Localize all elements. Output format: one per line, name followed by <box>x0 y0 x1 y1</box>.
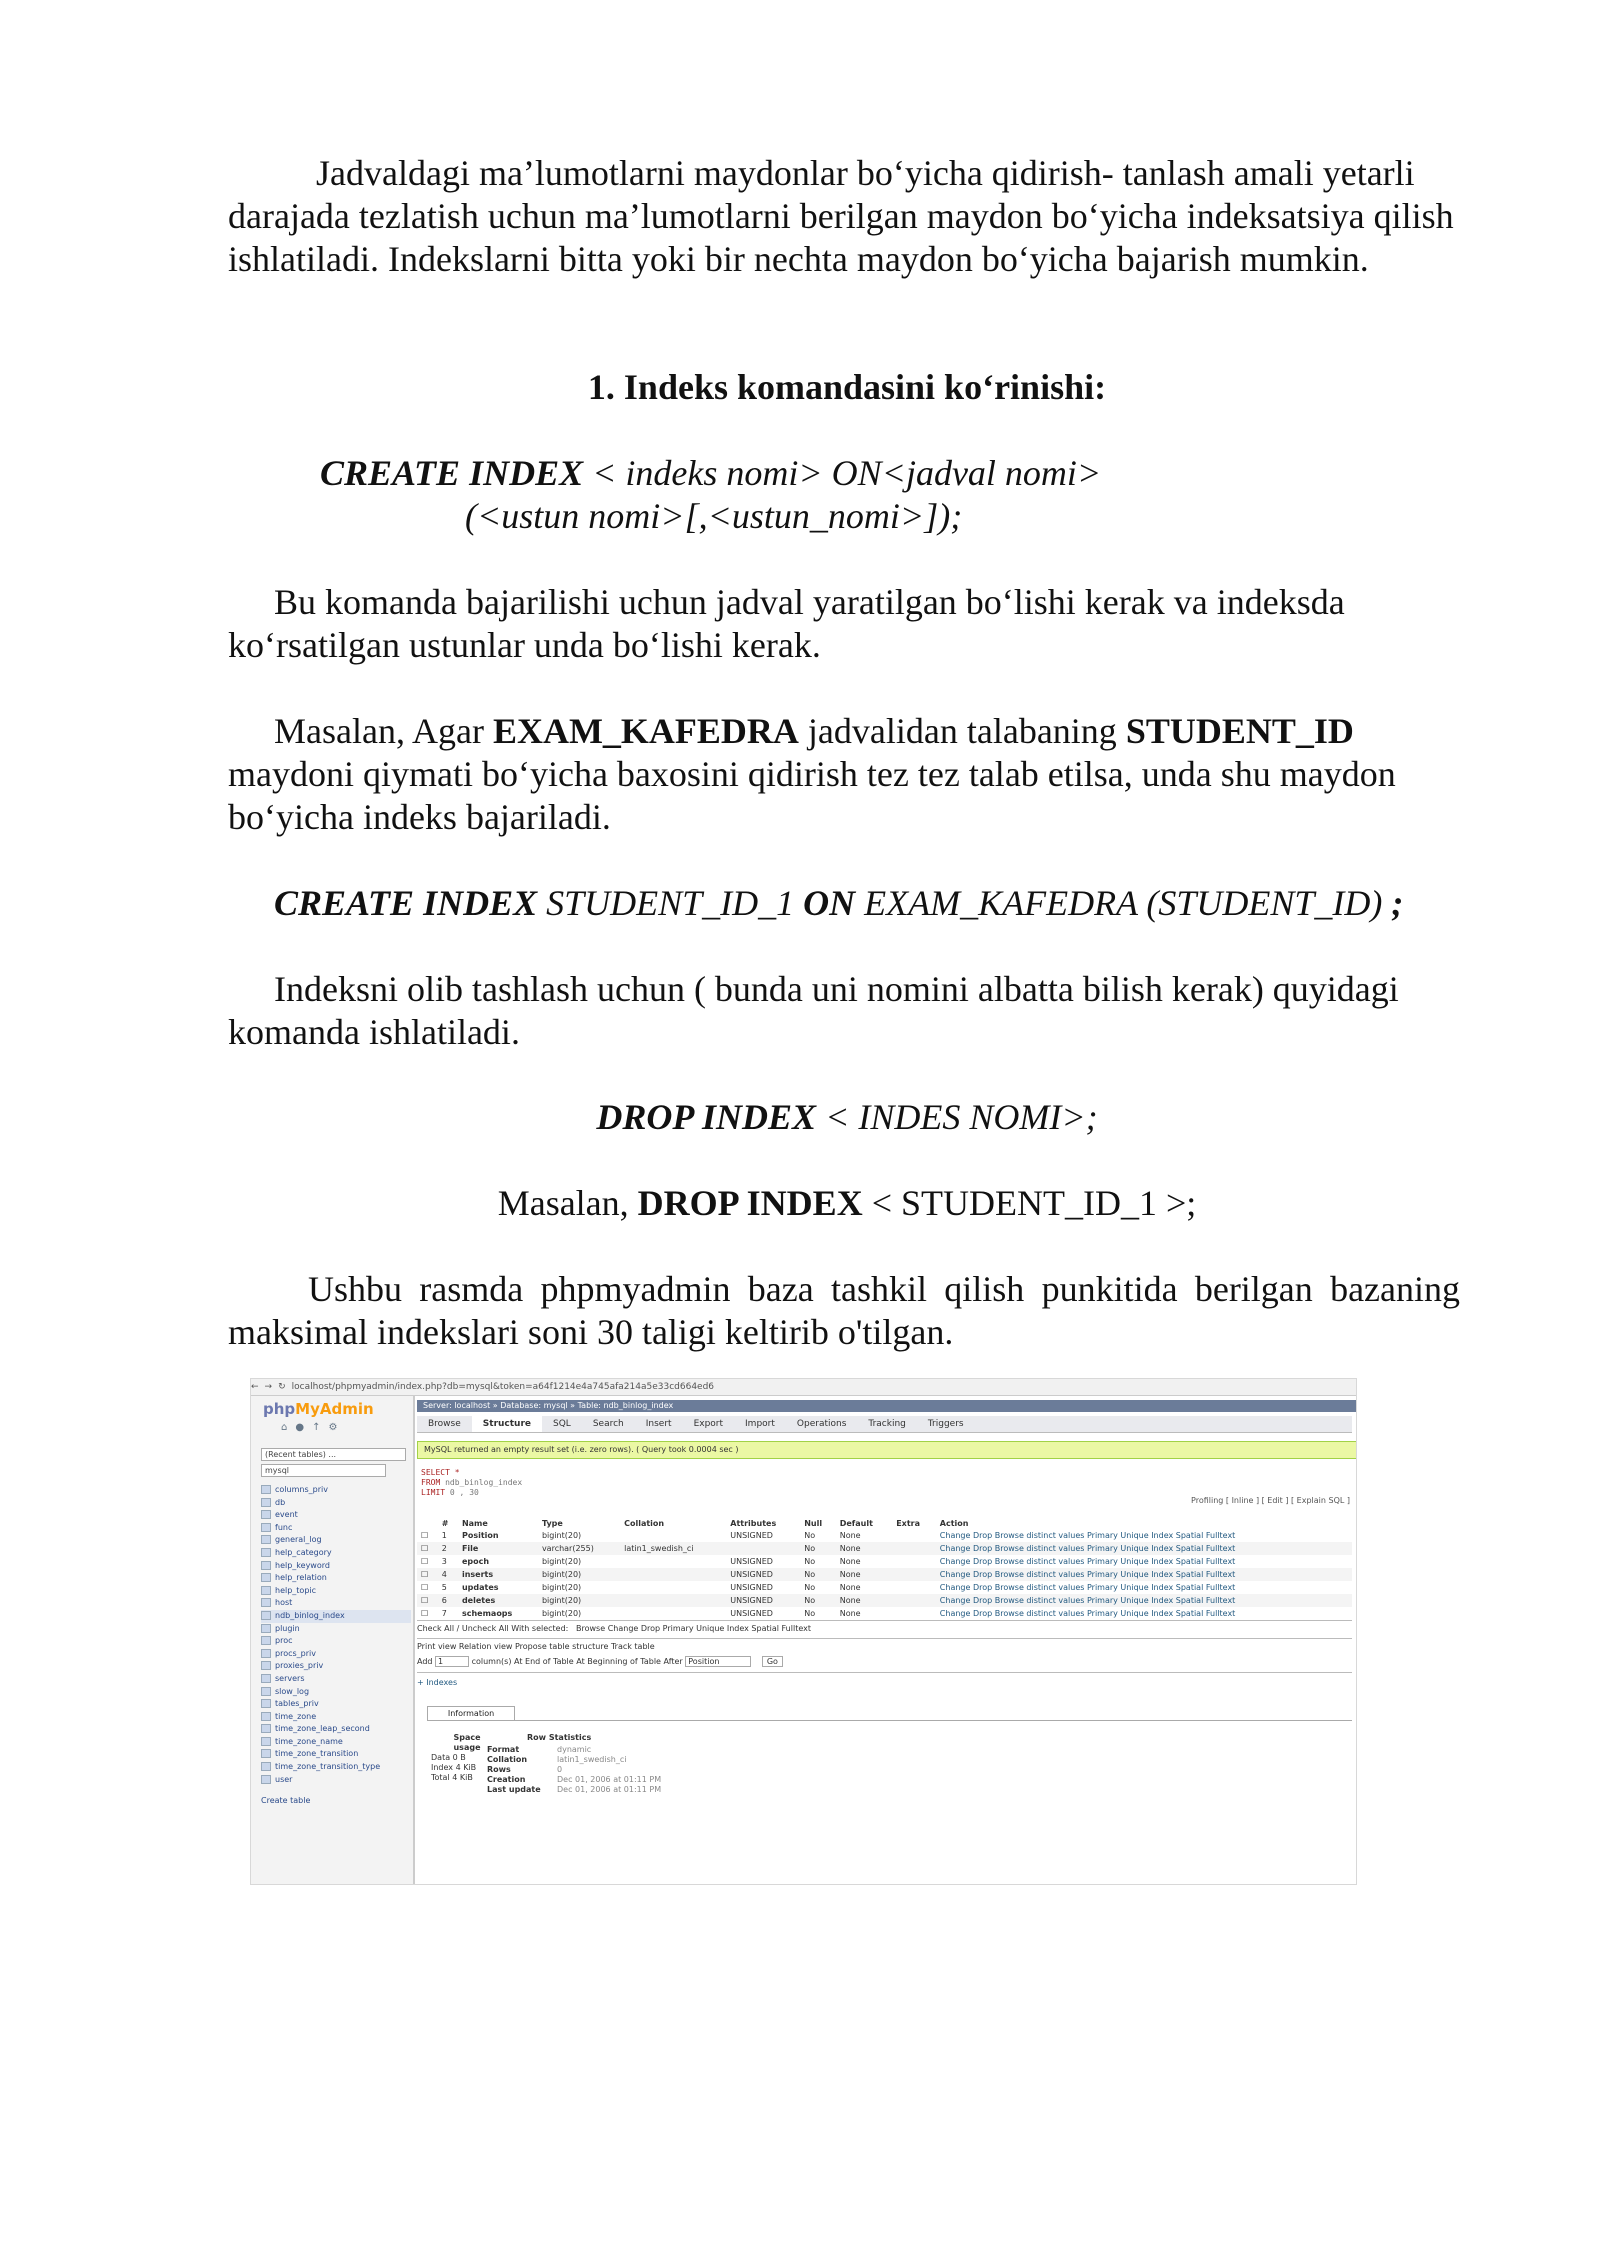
row-statistics-table <box>487 1745 661 1795</box>
nav-table-item[interactable]: ndb_binlog_index <box>261 1610 411 1623</box>
space-usage-row: Data 0 B <box>431 1753 466 1762</box>
nav-table-item[interactable]: help_relation <box>261 1572 411 1585</box>
column-extra <box>892 1581 936 1594</box>
column-extra <box>892 1555 936 1568</box>
column-attributes: UNSIGNED <box>730 1583 773 1592</box>
add-count-input[interactable]: 1 <box>435 1656 469 1667</box>
row-statistics-heading: Row Statistics <box>527 1733 592 1742</box>
sql-select: SELECT * <box>421 1468 460 1477</box>
nav-table-item[interactable]: time_zone_name <box>261 1736 411 1749</box>
column-default: None <box>839 1609 861 1618</box>
table-column: EXAM_KAFEDRA (STUDENT_ID) <box>855 883 1392 923</box>
field-name-student-id: STUDENT_ID <box>1125 711 1354 751</box>
column-attributes: UNSIGNED <box>730 1609 773 1618</box>
space-usage-heading: Space usage <box>453 1733 481 1752</box>
column-header: Type <box>541 1519 563 1528</box>
phpmyadmin-logo[interactable] <box>263 1400 374 1418</box>
reload-icon[interactable]: ↻ <box>278 1382 286 1392</box>
syntax-line-2: (<ustun nomi>[,<ustun_nomi>]); <box>465 496 963 536</box>
nav-table-item[interactable]: help_topic <box>261 1585 411 1598</box>
column-header: Collation <box>624 1519 665 1528</box>
bulk-actions[interactable]: Browse Change Drop Primary Unique Index Spatial Fulltext <box>576 1624 811 1633</box>
column-null: No <box>804 1531 816 1540</box>
logo-php: php <box>263 1400 296 1418</box>
phpmyadmin-screenshot <box>250 1378 1357 1885</box>
nav-table-item[interactable]: plugin <box>261 1623 411 1636</box>
space-usage-table <box>431 1753 476 1783</box>
row-checkbox[interactable]: ☐ <box>421 1583 429 1592</box>
sql-table: ndb_binlog_index <box>445 1478 523 1487</box>
create-index-example <box>274 882 1474 925</box>
nav-table-item[interactable]: host <box>261 1597 411 1610</box>
drop-example-keyword: DROP INDEX <box>637 1183 863 1223</box>
tab-bar <box>417 1416 1352 1433</box>
nav-table-item[interactable]: columns_priv <box>261 1484 411 1497</box>
column-header: Attributes <box>730 1519 777 1528</box>
nav-table-item[interactable]: proc <box>261 1635 411 1648</box>
tab-import[interactable]: Import <box>745 1419 775 1429</box>
column-name: epoch <box>461 1557 490 1566</box>
row-number: 4 <box>438 1568 458 1581</box>
column-null: No <box>800 1594 835 1607</box>
after-column-select[interactable]: Position <box>685 1656 751 1667</box>
example-text-a: Masalan, Agar <box>274 711 493 751</box>
nav-table-item[interactable]: servers <box>261 1673 411 1686</box>
tab-tracking[interactable]: Tracking <box>868 1419 906 1429</box>
syntax-rest: < indeks nomi> ON<jadval nomi> <box>583 453 1102 493</box>
tab-export[interactable]: Export <box>693 1419 724 1429</box>
space-usage-row: Total 4 KiB <box>431 1773 473 1782</box>
row-number: 2 <box>438 1542 458 1555</box>
row-number: 3 <box>441 1557 447 1566</box>
column-extra <box>892 1542 936 1555</box>
column-default: None <box>836 1594 893 1607</box>
column-attributes: UNSIGNED <box>726 1568 800 1581</box>
column-name: inserts <box>458 1568 538 1581</box>
column-collation <box>620 1568 726 1581</box>
column-name: deletes <box>458 1594 538 1607</box>
row-actions[interactable]: Change Drop Browse distinct values Primary Unique Index Spatial Fulltext <box>936 1594 1352 1607</box>
drop-example <box>228 1182 1466 1225</box>
pma-main <box>417 1396 1356 1884</box>
row-checkbox[interactable]: ☐ <box>421 1557 429 1566</box>
column-default: None <box>836 1542 893 1555</box>
row-statistics-row: Rows 0 <box>487 1765 563 1774</box>
column-name: schemaops <box>461 1609 513 1618</box>
column-null: No <box>804 1583 816 1592</box>
nav-table-item[interactable]: db <box>261 1497 411 1510</box>
check-all-link[interactable]: Check All / Uncheck All With selected: <box>417 1624 569 1633</box>
row-actions[interactable]: Change Drop Browse distinct values Primary Unique Index Spatial Fulltext <box>939 1583 1236 1592</box>
information-panel <box>427 1720 1352 1871</box>
row-actions[interactable]: Change Drop Browse distinct values Primary Unique Index Spatial Fulltext <box>939 1557 1236 1566</box>
nav-table-item[interactable]: time_zone_transition <box>261 1748 411 1761</box>
nav-icons[interactable]: ⌂●↑⚙ <box>281 1422 346 1433</box>
table-row <box>417 1581 1352 1594</box>
column-header: Null <box>804 1519 823 1528</box>
column-attributes: UNSIGNED <box>730 1531 773 1540</box>
row-checkbox[interactable]: ☐ <box>417 1542 438 1555</box>
on-keyword: ON <box>803 883 856 923</box>
nav-table-item[interactable]: proxies_priv <box>261 1660 411 1673</box>
add-position-options[interactable]: column(s) At End of Table At Beginning of Table After <box>471 1657 683 1666</box>
column-header: Name <box>461 1519 488 1528</box>
nav-table-item[interactable]: procs_priv <box>261 1648 411 1661</box>
row-number: 1 <box>441 1531 447 1540</box>
information-tab[interactable]: Information <box>427 1706 515 1721</box>
column-type: bigint(20) <box>538 1568 620 1581</box>
row-statistics-row: Creation Dec 01, 2006 at 01:11 PM <box>487 1775 662 1784</box>
nav-table-item[interactable]: slow_log <box>261 1686 411 1699</box>
column-type: bigint(20) <box>541 1531 582 1540</box>
nav-table-item[interactable]: func <box>261 1522 411 1535</box>
space-usage-row: Index 4 KiB <box>431 1763 477 1772</box>
row-actions[interactable]: Change Drop Browse distinct values Primary Unique Index Spatial Fulltext <box>939 1531 1236 1540</box>
column-extra <box>892 1607 936 1620</box>
column-default: None <box>839 1557 861 1566</box>
row-number: 6 <box>438 1594 458 1607</box>
row-number: 7 <box>441 1609 447 1618</box>
column-type: bigint(20) <box>538 1594 620 1607</box>
row-statistics-row: Last update Dec 01, 2006 at 01:11 PM <box>487 1785 662 1794</box>
table-tree <box>261 1484 411 1786</box>
forward-icon[interactable]: → <box>264 1382 273 1392</box>
column-header: Extra <box>896 1519 920 1528</box>
sql-limit-value: 0 , 30 <box>449 1488 479 1497</box>
back-icon[interactable]: ← <box>251 1382 259 1392</box>
drop-index-keyword: DROP INDEX <box>596 1097 817 1137</box>
tab-triggers[interactable]: Triggers <box>927 1419 964 1429</box>
column-type: varchar(255) <box>538 1542 620 1555</box>
column-type: bigint(20) <box>541 1557 582 1566</box>
column-null: No <box>804 1609 816 1618</box>
table-row <box>417 1542 1352 1555</box>
print-view-row[interactable]: Print view Relation view Propose table structure Track table <box>417 1642 655 1651</box>
row-checkbox[interactable]: ☐ <box>421 1531 429 1540</box>
syntax-keyword: CREATE INDEX <box>320 453 584 493</box>
column-name: Position <box>461 1531 499 1540</box>
tab-operations[interactable]: Operations <box>796 1419 847 1429</box>
logo-myadmin: MyAdmin <box>295 1400 374 1418</box>
indexes-toggle[interactable]: + Indexes <box>417 1678 458 1687</box>
example-text-e: maydoni qiymati bo‘yicha baxosini qidirish tez tez talab etilsa, unda shu maydon bo‘yicha indeks bajariladi. <box>228 754 1396 837</box>
sql-limit: LIMIT <box>421 1488 446 1497</box>
row-number: 5 <box>441 1583 447 1592</box>
column-type: bigint(20) <box>541 1583 582 1592</box>
row-actions[interactable]: Change Drop Browse distinct values Primary Unique Index Spatial Fulltext <box>939 1609 1236 1618</box>
drop-index-rest: < INDES NOMI>; <box>816 1097 1098 1137</box>
column-default: None <box>839 1531 861 1540</box>
nav-table-item[interactable]: tables_priv <box>261 1698 411 1711</box>
paragraph-drop: Indeksni olib tashlash uchun ( bunda uni nomini albatta bilish kerak) quyidagi komanda ishlatiladi. <box>228 969 1399 1052</box>
check-all-row <box>417 1624 1352 1633</box>
paragraph-requirement: Bu komanda bajarilishi uchun jadval yaratilgan bo‘lishi kerak va indeksda ko‘rsatilgan ustunlar unda bo‘lishi kerak. <box>228 582 1345 665</box>
column-collation <box>620 1529 726 1542</box>
column-extra <box>892 1529 936 1542</box>
nav-table-item[interactable]: user <box>261 1774 411 1787</box>
success-message: MySQL returned an empty result set (i.e. zero rows). ( Query took 0.0004 sec ) <box>417 1441 1357 1459</box>
create-table-link[interactable]: Create table <box>261 1796 311 1805</box>
column-name: File <box>458 1542 538 1555</box>
recent-tables-select[interactable]: (Recent tables) ... <box>261 1448 406 1461</box>
go-button[interactable]: Go <box>762 1656 783 1667</box>
column-collation <box>620 1581 726 1594</box>
tab-insert[interactable]: Insert <box>645 1419 672 1429</box>
paragraph-intro: Jadvaldagi ma’lumotlarni maydonlar bo‘yicha qidirish- tanlash amali yetarli darajada tezlatish uchun ma’lumotlarni berilgan maydon bo‘yicha indeksatsiya qilish ishlatiladi. Indekslarni bitta yoki bir nechta maydon bo‘yicha bajarish mumkin. <box>228 153 1454 279</box>
row-checkbox[interactable]: ☐ <box>417 1568 438 1581</box>
column-default: None <box>836 1568 893 1581</box>
nav-table-item[interactable]: help_category <box>261 1547 411 1560</box>
row-statistics-row: Format dynamic <box>487 1745 592 1754</box>
paragraph-example <box>228 710 1460 839</box>
column-collation <box>620 1555 726 1568</box>
section-heading: 1. Indeks komandasini ko‘rinishi: <box>587 367 1107 407</box>
table-row <box>417 1594 1352 1607</box>
column-header: # <box>441 1519 449 1528</box>
sql-query <box>421 1468 522 1498</box>
syntax-line-1 <box>320 452 1420 495</box>
create-index-keyword: CREATE INDEX <box>274 883 538 923</box>
database-select[interactable]: mysql <box>261 1464 386 1477</box>
nav-table-item[interactable]: time_zone <box>261 1711 411 1724</box>
column-extra <box>892 1568 936 1581</box>
column-name: updates <box>461 1583 499 1592</box>
tab-search[interactable]: Search <box>592 1419 624 1429</box>
profiling-links[interactable]: Profiling [ Inline ] [ Edit ] [ Explain SQL ] <box>1191 1496 1350 1505</box>
tab-sql[interactable]: SQL <box>553 1419 571 1429</box>
drop-syntax <box>228 1096 1466 1139</box>
column-type: bigint(20) <box>541 1609 582 1618</box>
browser-address-bar[interactable] <box>251 1379 1356 1396</box>
column-null: No <box>800 1542 835 1555</box>
column-collation <box>620 1607 726 1620</box>
url-text[interactable]: localhost/phpmyadmin/index.php?db=mysql&token=a64f1214e4a745afa214a5e33cd664ed6 <box>291 1382 715 1392</box>
sql-from: FROM <box>421 1478 441 1487</box>
add-label: Add <box>417 1657 433 1666</box>
row-checkbox[interactable]: ☐ <box>421 1609 429 1618</box>
index-name: STUDENT_ID_1 <box>537 883 804 923</box>
semicolon: ; <box>1391 883 1404 923</box>
row-checkbox[interactable]: ☐ <box>417 1594 438 1607</box>
tab-browse[interactable]: Browse <box>428 1419 461 1429</box>
tab-structure[interactable]: Structure <box>472 1416 542 1432</box>
table-row <box>417 1568 1352 1581</box>
table-row <box>417 1607 1352 1620</box>
column-attributes: UNSIGNED <box>726 1594 800 1607</box>
drop-example-rest: < STUDENT_ID_1 >; <box>862 1183 1197 1223</box>
nav-table-item[interactable]: time_zone_transition_type <box>261 1761 411 1774</box>
column-header: Default <box>839 1519 873 1528</box>
nav-table-item[interactable]: event <box>261 1509 411 1522</box>
table-name-exam-kafedra: EXAM_KAFEDRA <box>492 711 799 751</box>
table-row <box>417 1529 1352 1542</box>
column-extra <box>892 1594 936 1607</box>
pma-navigation <box>251 1396 415 1884</box>
example-text-c: jadvalidan talabaning <box>798 711 1126 751</box>
paragraph-screenshot-caption: Ushbu rasmda phpmyadmin baza tashkil qilish punkitida berilgan bazaning maksimal indekslari soni 30 taligi keltirib o'tilgan. <box>228 1269 1460 1352</box>
breadcrumb[interactable]: Server: localhost » Database: mysql » Table: ndb_binlog_index <box>417 1400 1357 1412</box>
row-actions[interactable]: Change Drop Browse distinct values Primary Unique Index Spatial Fulltext <box>936 1568 1352 1581</box>
column-header: Action <box>939 1519 969 1528</box>
column-collation <box>620 1594 726 1607</box>
add-column-row <box>417 1656 1352 1667</box>
checkbox-column-header <box>417 1518 438 1529</box>
drop-example-lead: Masalan, <box>497 1183 638 1223</box>
row-actions[interactable]: Change Drop Browse distinct values Primary Unique Index Spatial Fulltext <box>936 1542 1352 1555</box>
nav-table-item[interactable]: time_zone_leap_second <box>261 1723 411 1736</box>
table-row <box>417 1555 1352 1568</box>
column-null: No <box>800 1568 835 1581</box>
column-attributes <box>726 1542 800 1555</box>
nav-table-item[interactable]: general_log <box>261 1534 411 1547</box>
column-null: No <box>804 1557 816 1566</box>
column-collation: latin1_swedish_ci <box>620 1542 726 1555</box>
nav-table-item[interactable]: help_keyword <box>261 1560 411 1573</box>
structure-table <box>417 1518 1352 1620</box>
row-statistics-row: Collation latin1_swedish_ci <box>487 1755 627 1764</box>
column-default: None <box>839 1583 861 1592</box>
column-attributes: UNSIGNED <box>730 1557 773 1566</box>
